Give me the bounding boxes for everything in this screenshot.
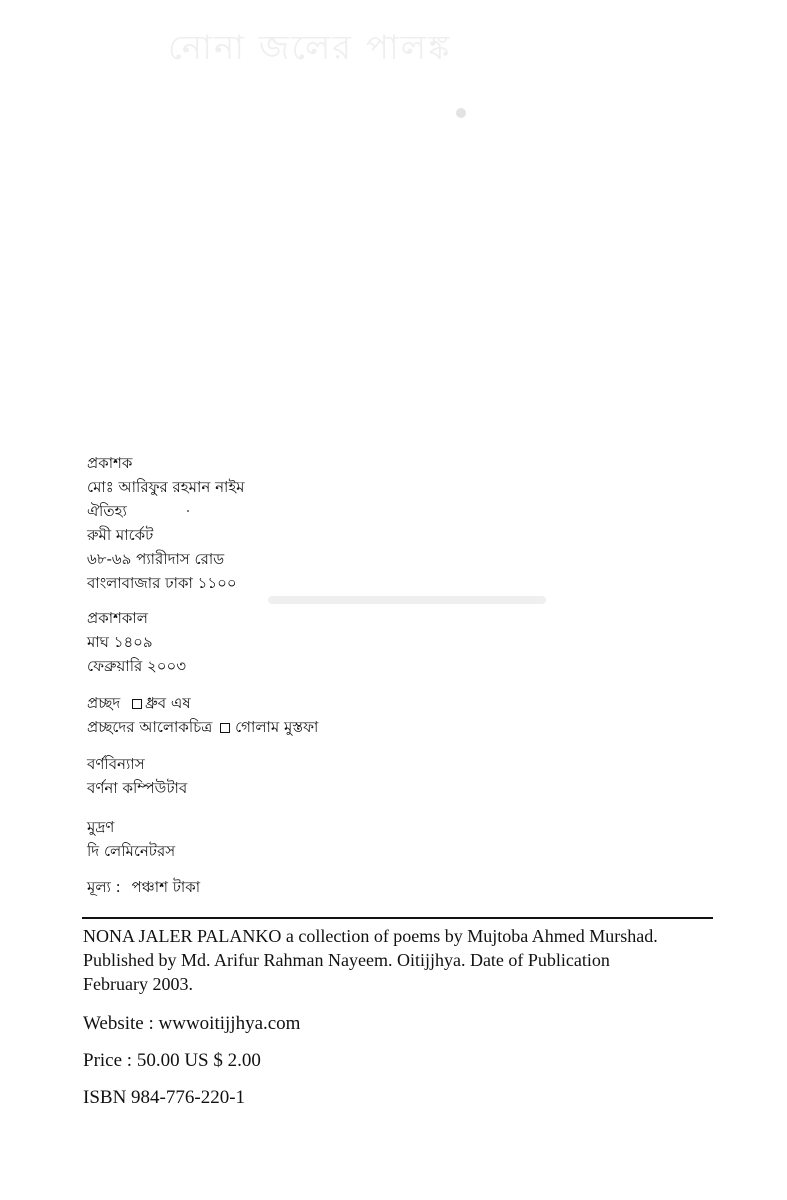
cover-credit: [87, 692, 318, 716]
pubdate-label: প্রকাশকাল: [87, 609, 148, 627]
english-description: [83, 924, 658, 996]
typeset-label: বর্ণবিন্যাস: [87, 755, 145, 773]
price-value: পঞ্চাশ টাকা: [131, 878, 201, 896]
price-row: [87, 876, 200, 900]
english-price-line: Price : 50.00 US $ 2.00: [83, 1050, 261, 1071]
description-line-2: Published by Md. Arifur Rahman Nayeem. Oitijjhya. Date of Publication: [83, 950, 610, 970]
cover-section: [87, 692, 318, 740]
description-line-1: NONA JALER PALANKO a collection of poems by Mujtoba Ahmed Murshad.: [83, 926, 658, 946]
bleed-through-line: [268, 596, 546, 604]
divider-rule: [82, 917, 713, 919]
typeset-value: বর্ণনা কম্পিউটাব: [87, 779, 188, 797]
publisher-section: [87, 452, 245, 596]
cover-label: প্রচ্ছদ: [87, 694, 121, 712]
pubdate-gregorian: ফেব্রুয়ারি ২০০৩: [87, 657, 187, 675]
publication-date-section: [87, 607, 186, 679]
print-label: মুদ্রণ: [87, 818, 115, 836]
publisher-label: প্রকাশক: [87, 454, 133, 472]
printing-section: [87, 816, 175, 864]
publisher-name: মোঃ আরিফুর রহমান নাইম: [87, 478, 245, 496]
address-line-1: রুমী মার্কেট: [87, 526, 154, 544]
cover-artist: ধ্রুব এষ: [145, 694, 191, 712]
typesetting-section: [87, 753, 187, 801]
bleed-through-mark: [456, 108, 466, 118]
publishing-house: ঐতিহ্য: [87, 502, 127, 520]
print-value: দি লেমিনেটরস: [87, 842, 176, 860]
isbn-line: ISBN 984-776-220-1: [83, 1087, 246, 1108]
website-line: Website : wwwoitijjhya.com: [83, 1013, 301, 1034]
description-line-3: February 2003.: [83, 974, 193, 994]
cover-photo-label: প্রচ্ছদের আলোকচিত্র: [87, 718, 213, 736]
cover-photographer: গোলাম মুস্তফা: [235, 718, 319, 736]
address-line-3: বাংলাবাজার ঢাকা ১১০০: [87, 574, 237, 592]
square-bullet-icon: [220, 723, 230, 733]
pubdate-bengali: মাঘ ১৪০৯: [87, 633, 153, 651]
price-section: [87, 876, 200, 900]
address-line-2: ৬৮-৬৯ প্যারীদাস রোড: [87, 550, 225, 568]
bleed-through-title: নোনা জলের পালঙ্ক: [168, 28, 452, 68]
price-label: মূল্য :: [87, 878, 121, 896]
square-bullet-icon: [132, 699, 142, 709]
cover-photo-credit: [87, 716, 318, 740]
